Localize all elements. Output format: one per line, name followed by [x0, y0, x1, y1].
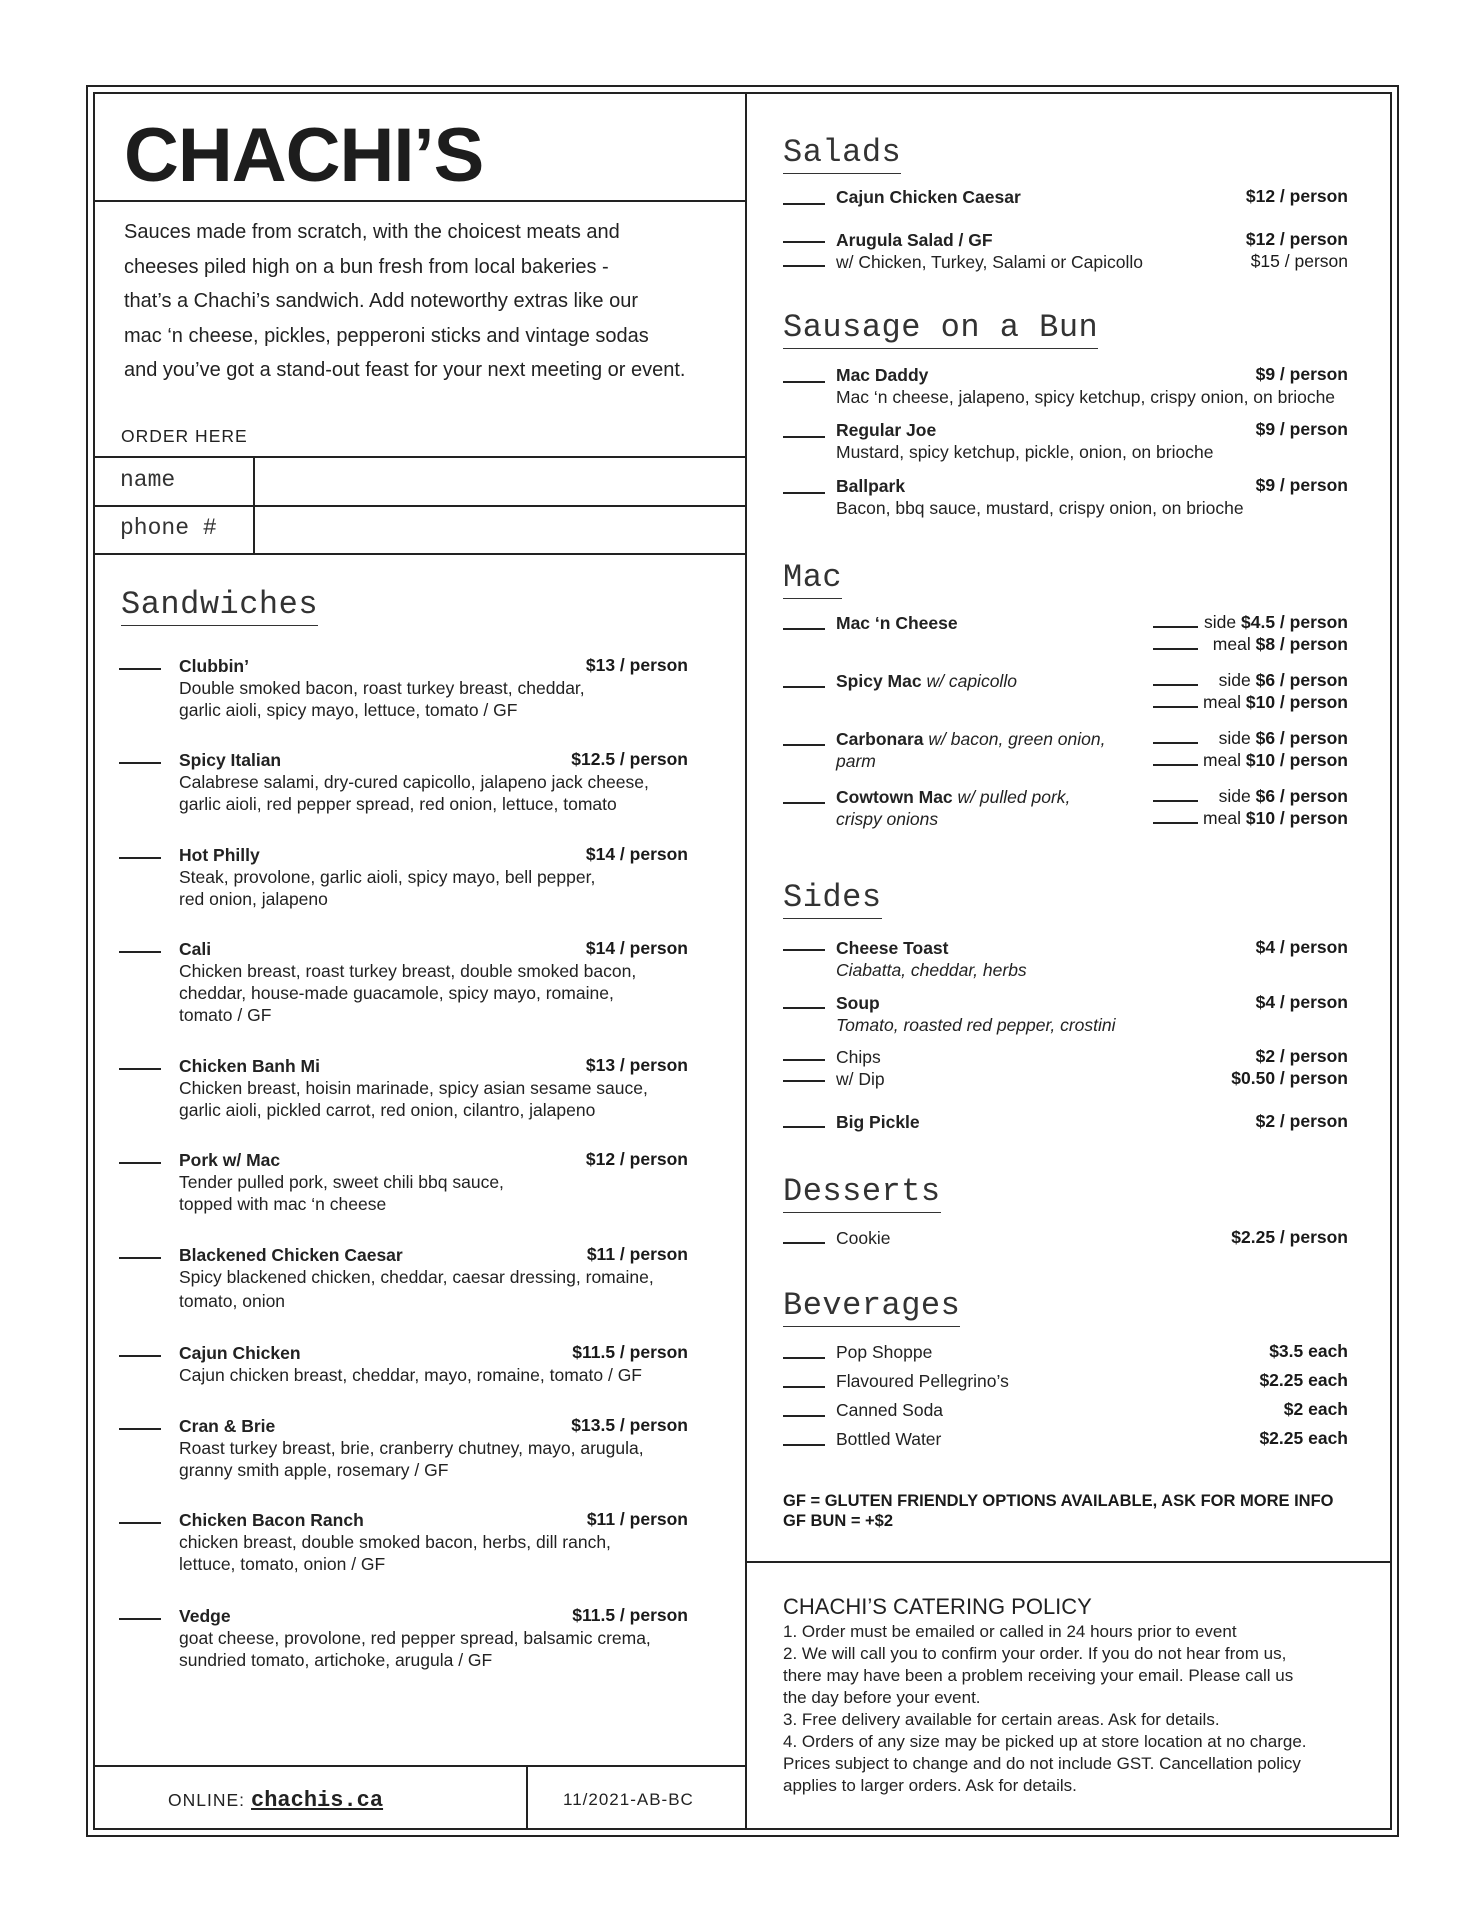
side-label: side [1218, 728, 1251, 748]
menu-item-name-row [836, 612, 958, 634]
policy-line: the day before your event. [783, 1688, 981, 1707]
qty-blank[interactable] [1153, 706, 1198, 708]
menu-item-desc: Calabrese salami, dry-cured capicollo, jalapeno jack cheese, [179, 772, 649, 792]
menu-item-desc: Mustard, spicy ketchup, pickle, onion, on brioche [836, 442, 1214, 462]
menu-item-price: $13.5 / person [571, 1415, 688, 1435]
side-price-row [1204, 612, 1348, 633]
salads-title: Salads [783, 134, 901, 174]
sausage-title: Sausage on a Bun [783, 309, 1098, 349]
qty-blank[interactable] [119, 1618, 161, 1620]
menu-item-desc: garlic aioli, spicy mayo, lettuce, tomato / GF [179, 700, 518, 720]
menu-item-price: $13 / person [585, 1055, 688, 1075]
sandwiches-title: Sandwiches [121, 586, 318, 626]
menu-item-name: Blackened Chicken Caesar [179, 1245, 403, 1265]
policy-divider [745, 1561, 1392, 1563]
meal-price-row [1203, 750, 1348, 771]
meal-price: $10 / person [1245, 808, 1348, 828]
side-price-row [1219, 670, 1348, 691]
form-line [93, 456, 745, 458]
meal-price-row [1203, 808, 1348, 829]
intro-line: cheeses piled high on a bun fresh from local bakeries - [124, 255, 609, 278]
phone-field[interactable] [256, 508, 742, 552]
qty-blank[interactable] [783, 1007, 825, 1009]
desserts-title: Desserts [783, 1173, 941, 1213]
policy-line: 2. We will call you to confirm your order. If you do not hear from us, [783, 1644, 1287, 1663]
qty-blank[interactable] [783, 241, 825, 243]
qty-blank[interactable] [783, 203, 825, 205]
meal-label: meal [1203, 808, 1241, 828]
mac-title: Mac [783, 559, 842, 599]
menu-item-name: Spicy Mac [836, 671, 922, 691]
menu-item-price: $13 / person [585, 655, 688, 675]
qty-blank[interactable] [783, 1357, 825, 1359]
side-label: side [1204, 612, 1237, 632]
qty-blank[interactable] [783, 1386, 825, 1388]
qty-blank[interactable] [119, 1522, 161, 1524]
order-here-heading: ORDER HERE [121, 426, 248, 446]
qty-blank[interactable] [783, 802, 825, 804]
menu-item-desc: Roast turkey breast, brie, cranberry chutney, mayo, arugula, [179, 1438, 644, 1458]
menu-item-price: $9 / person [1255, 419, 1348, 439]
menu-item-desc: garlic aioli, pickled carrot, red onion, cilantro, jalapeno [179, 1100, 596, 1120]
side-price-row [1219, 728, 1348, 749]
form-line [93, 505, 745, 507]
menu-item-desc: cheddar, house-made guacamole, spicy mayo, romaine, [179, 983, 614, 1003]
menu-item-name: Chips [836, 1047, 881, 1067]
menu-item-price: $11 / person [586, 1244, 688, 1264]
intro-line: Sauces made from scratch, with the choicest meats and [124, 221, 620, 243]
menu-item-name: Cali [179, 939, 212, 959]
meal-label: meal [1203, 692, 1241, 712]
menu-item-desc: Tomato, roasted red pepper, crostini [836, 1015, 1116, 1035]
side-price: $6 / person [1255, 786, 1348, 806]
beverage-name: Flavoured Pellegrino’s [836, 1371, 1009, 1391]
meal-price: $10 / person [1245, 750, 1348, 770]
menu-item-price: $9 / person [1255, 364, 1348, 384]
menu-item-desc: goat cheese, provolone, red pepper spread, balsamic crema, [179, 1628, 651, 1648]
menu-item-desc: topped with mac ‘n cheese [179, 1194, 387, 1214]
footer-code: 11/2021-AB-BC [563, 1790, 694, 1809]
menu-item-desc: tomato, onion [179, 1291, 286, 1311]
menu-item-price: $4 / person [1255, 992, 1348, 1012]
policy-line: Prices subject to change and do not include GST. Cancellation policy [783, 1754, 1301, 1773]
menu-item-name: Cajun Chicken [179, 1343, 301, 1363]
menu-item-name-row [836, 786, 1070, 808]
menu-item-name-row [836, 728, 1105, 750]
qty-blank[interactable] [119, 1355, 161, 1357]
menu-item-name: Chicken Banh Mi [179, 1056, 320, 1076]
qty-blank[interactable] [119, 1428, 161, 1430]
menu-item-name: Cookie [836, 1228, 891, 1248]
beverage-name: Bottled Water [836, 1429, 942, 1449]
footer-split [526, 1765, 528, 1830]
menu-item-desc: Mac ‘n cheese, jalapeno, spicy ketchup, crispy onion, on brioche [836, 387, 1336, 407]
policy-line: 1. Order must be emailed or called in 24 hours prior to event [783, 1622, 1237, 1641]
name-field-label: name [120, 467, 176, 493]
menu-item-price: $11 / person [586, 1509, 688, 1529]
beverage-name: Canned Soda [836, 1400, 944, 1420]
qty-blank[interactable] [1153, 822, 1198, 824]
menu-item-addon: w/ Chicken, Turkey, Salami or Capicollo [836, 252, 1144, 272]
menu-item-desc: chicken breast, double smoked bacon, herbs, dill ranch, [179, 1532, 611, 1552]
side-price-row [1219, 786, 1348, 807]
menu-item-name: Cajun Chicken Caesar [836, 187, 1021, 207]
menu-item-name: Chicken Bacon Ranch [179, 1510, 364, 1530]
menu-item-name: Mac ‘n Cheese [836, 613, 958, 633]
menu-item-name: Arugula Salad / GF [836, 230, 993, 250]
menu-item-desc: Chicken breast, roast turkey breast, double smoked bacon, [179, 961, 637, 981]
beverage-price: $2.25 each [1259, 1370, 1348, 1390]
menu-item-extra: w/ capicollo [926, 671, 1017, 691]
menu-item-price: $12 / person [1245, 229, 1348, 249]
gf-note-line: GF BUN = +$2 [783, 1512, 894, 1530]
beverage-price: $2.25 each [1259, 1428, 1348, 1448]
qty-blank[interactable] [783, 436, 825, 438]
qty-blank[interactable] [783, 949, 825, 951]
menu-item-price: $14 / person [585, 844, 688, 864]
side-label: side [1218, 786, 1251, 806]
menu-item-name: Regular Joe [836, 420, 937, 440]
policy-line: applies to larger orders. Ask for details. [783, 1776, 1077, 1795]
menu-item-price: $12 / person [585, 1149, 688, 1169]
menu-item-name: Hot Philly [179, 845, 260, 865]
qty-blank[interactable] [1153, 648, 1198, 650]
qty-blank[interactable] [783, 265, 825, 267]
menu-item-price: $11.5 / person [572, 1605, 688, 1625]
qty-blank[interactable] [783, 381, 825, 383]
side-label: side [1218, 670, 1251, 690]
menu-item-addon-price: $15 / person [1250, 251, 1348, 271]
meal-price-row [1203, 692, 1348, 713]
policy-line: 3. Free delivery available for certain areas. Ask for details. [783, 1710, 1220, 1729]
meal-price: $10 / person [1245, 692, 1348, 712]
beverage-name: Pop Shoppe [836, 1342, 933, 1362]
menu-item-price: $12 / person [1245, 186, 1348, 206]
qty-blank[interactable] [783, 1080, 825, 1082]
menu-item-name: Pork w/ Mac [179, 1150, 281, 1170]
policy-line: there may have been a problem receiving your email. Please call us [783, 1666, 1294, 1685]
meal-price-row [1213, 634, 1348, 655]
menu-item-extra: w/ pulled pork, [957, 787, 1071, 807]
menu-item-desc: Spicy blackened chicken, cheddar, caesar dressing, romaine, [179, 1267, 654, 1287]
menu-item-price: $2 / person [1255, 1111, 1348, 1131]
qty-blank[interactable] [1153, 742, 1198, 744]
menu-item-name: Clubbin’ [179, 656, 249, 676]
menu-item-extra: crispy onions [836, 809, 939, 829]
menu-item-desc: Chicken breast, hoisin marinade, spicy asian sesame sauce, [179, 1078, 648, 1098]
qty-blank[interactable] [1153, 764, 1198, 766]
intro-line: mac ‘n cheese, pickles, pepperoni sticks and vintage sodas [124, 324, 649, 347]
website-link[interactable]: chachis.ca [251, 1788, 384, 1813]
header-divider [93, 200, 745, 202]
menu-item-desc: Double smoked bacon, roast turkey breast, cheddar, [179, 678, 585, 698]
footer-online [168, 1788, 383, 1813]
menu-item-name: Mac Daddy [836, 365, 929, 385]
qty-blank[interactable] [119, 857, 161, 859]
qty-blank[interactable] [1153, 626, 1198, 628]
qty-blank[interactable] [119, 668, 161, 670]
menu-item-price: $4 / person [1255, 937, 1348, 957]
gf-note [783, 1491, 1383, 1531]
beverage-price: $2 each [1283, 1399, 1348, 1419]
menu-item-name: Cowtown Mac [836, 787, 953, 807]
policy-line: 4. Orders of any size may be picked up at store location at no charge. [783, 1732, 1307, 1751]
qty-blank[interactable] [783, 744, 825, 746]
qty-blank[interactable] [783, 1059, 825, 1061]
menu-item-name: Soup [836, 993, 880, 1013]
qty-blank[interactable] [783, 492, 825, 494]
menu-item-extra: parm [836, 751, 876, 771]
menu-item-price: $9 / person [1255, 475, 1348, 495]
side-price: $4.5 / person [1241, 612, 1348, 632]
menu-item-desc: garlic aioli, red pepper spread, red onion, lettuce, tomato [179, 794, 617, 814]
menu-item-desc: lettuce, tomato, onion / GF [179, 1554, 386, 1574]
menu-item-price: $2.25 / person [1231, 1227, 1348, 1247]
menu-item-name: Cran & Brie [179, 1416, 276, 1436]
menu-item-price: $2 / person [1255, 1046, 1348, 1066]
sides-title: Sides [783, 879, 882, 919]
footer-divider [93, 1765, 745, 1767]
qty-blank[interactable] [783, 1242, 825, 1244]
menu-item-desc: Tender pulled pork, sweet chili bbq sauce, [179, 1172, 504, 1192]
form-line [93, 553, 745, 555]
beverage-price: $3.5 each [1269, 1341, 1348, 1361]
gf-note-line: GF = GLUTEN FRIENDLY OPTIONS AVAILABLE, ASK FOR MORE INFO [783, 1492, 1334, 1510]
menu-item-desc: granny smith apple, rosemary / GF [179, 1460, 449, 1480]
qty-blank[interactable] [119, 1162, 161, 1164]
side-price: $6 / person [1255, 670, 1348, 690]
brand-logo: CHACHI’S [124, 113, 484, 198]
menu-item-name: Big Pickle [836, 1112, 920, 1132]
intro-line: that’s a Chachi’s sandwich. Add noteworthy extras like our [124, 290, 638, 312]
meal-label: meal [1203, 750, 1241, 770]
beverages-title: Beverages [783, 1287, 960, 1327]
online-label: ONLINE: [168, 1790, 246, 1810]
qty-blank[interactable] [1153, 800, 1198, 802]
menu-item-name: Vedge [179, 1606, 231, 1626]
menu-item-extra: w/ bacon, green onion, [928, 729, 1106, 749]
menu-item-name: Carbonara [836, 729, 924, 749]
qty-blank[interactable] [783, 628, 825, 630]
menu-item-desc: tomato / GF [179, 1005, 272, 1025]
menu-item-desc: Ciabatta, cheddar, herbs [836, 960, 1027, 980]
column-divider [745, 92, 747, 1830]
menu-item-price: $11.5 / person [572, 1342, 688, 1362]
qty-blank[interactable] [119, 1257, 161, 1259]
menu-item-name: Spicy Italian [179, 750, 282, 770]
qty-blank[interactable] [119, 762, 161, 764]
menu-item-desc: Steak, provolone, garlic aioli, spicy mayo, bell pepper, [179, 867, 596, 887]
phone-field-label: phone # [120, 515, 217, 541]
qty-blank[interactable] [119, 1068, 161, 1070]
intro-text [124, 215, 724, 388]
menu-item-price: $14 / person [585, 938, 688, 958]
qty-blank[interactable] [783, 1126, 825, 1128]
side-price: $6 / person [1255, 728, 1348, 748]
qty-blank[interactable] [783, 1444, 825, 1446]
meal-label: meal [1212, 634, 1251, 654]
form-line [253, 456, 255, 555]
intro-line: and you’ve got a stand-out feast for your next meeting or event. [124, 359, 686, 381]
menu-item-name: w/ Dip [836, 1069, 885, 1089]
menu-item-name: Ballpark [836, 476, 906, 496]
qty-blank[interactable] [119, 951, 161, 953]
menu-item-desc: red onion, jalapeno [179, 889, 328, 909]
menu-item-desc: Cajun chicken breast, cheddar, mayo, romaine, tomato / GF [179, 1365, 642, 1385]
menu-item-price: $0.50 / person [1231, 1068, 1348, 1088]
menu-item-desc: sundried tomato, artichoke, arugula / GF [179, 1650, 493, 1670]
qty-blank[interactable] [783, 1415, 825, 1417]
policy-title: CHACHI’S CATERING POLICY [783, 1594, 1092, 1619]
qty-blank[interactable] [1153, 684, 1198, 686]
menu-item-price: $12.5 / person [571, 749, 688, 769]
menu-item-desc: Bacon, bbq sauce, mustard, crispy onion, on brioche [836, 498, 1244, 518]
menu-item-name-row [836, 670, 1017, 692]
meal-price: $8 / person [1255, 634, 1348, 654]
name-field[interactable] [256, 459, 742, 504]
qty-blank[interactable] [783, 686, 825, 688]
menu-item-name: Cheese Toast [836, 938, 949, 958]
